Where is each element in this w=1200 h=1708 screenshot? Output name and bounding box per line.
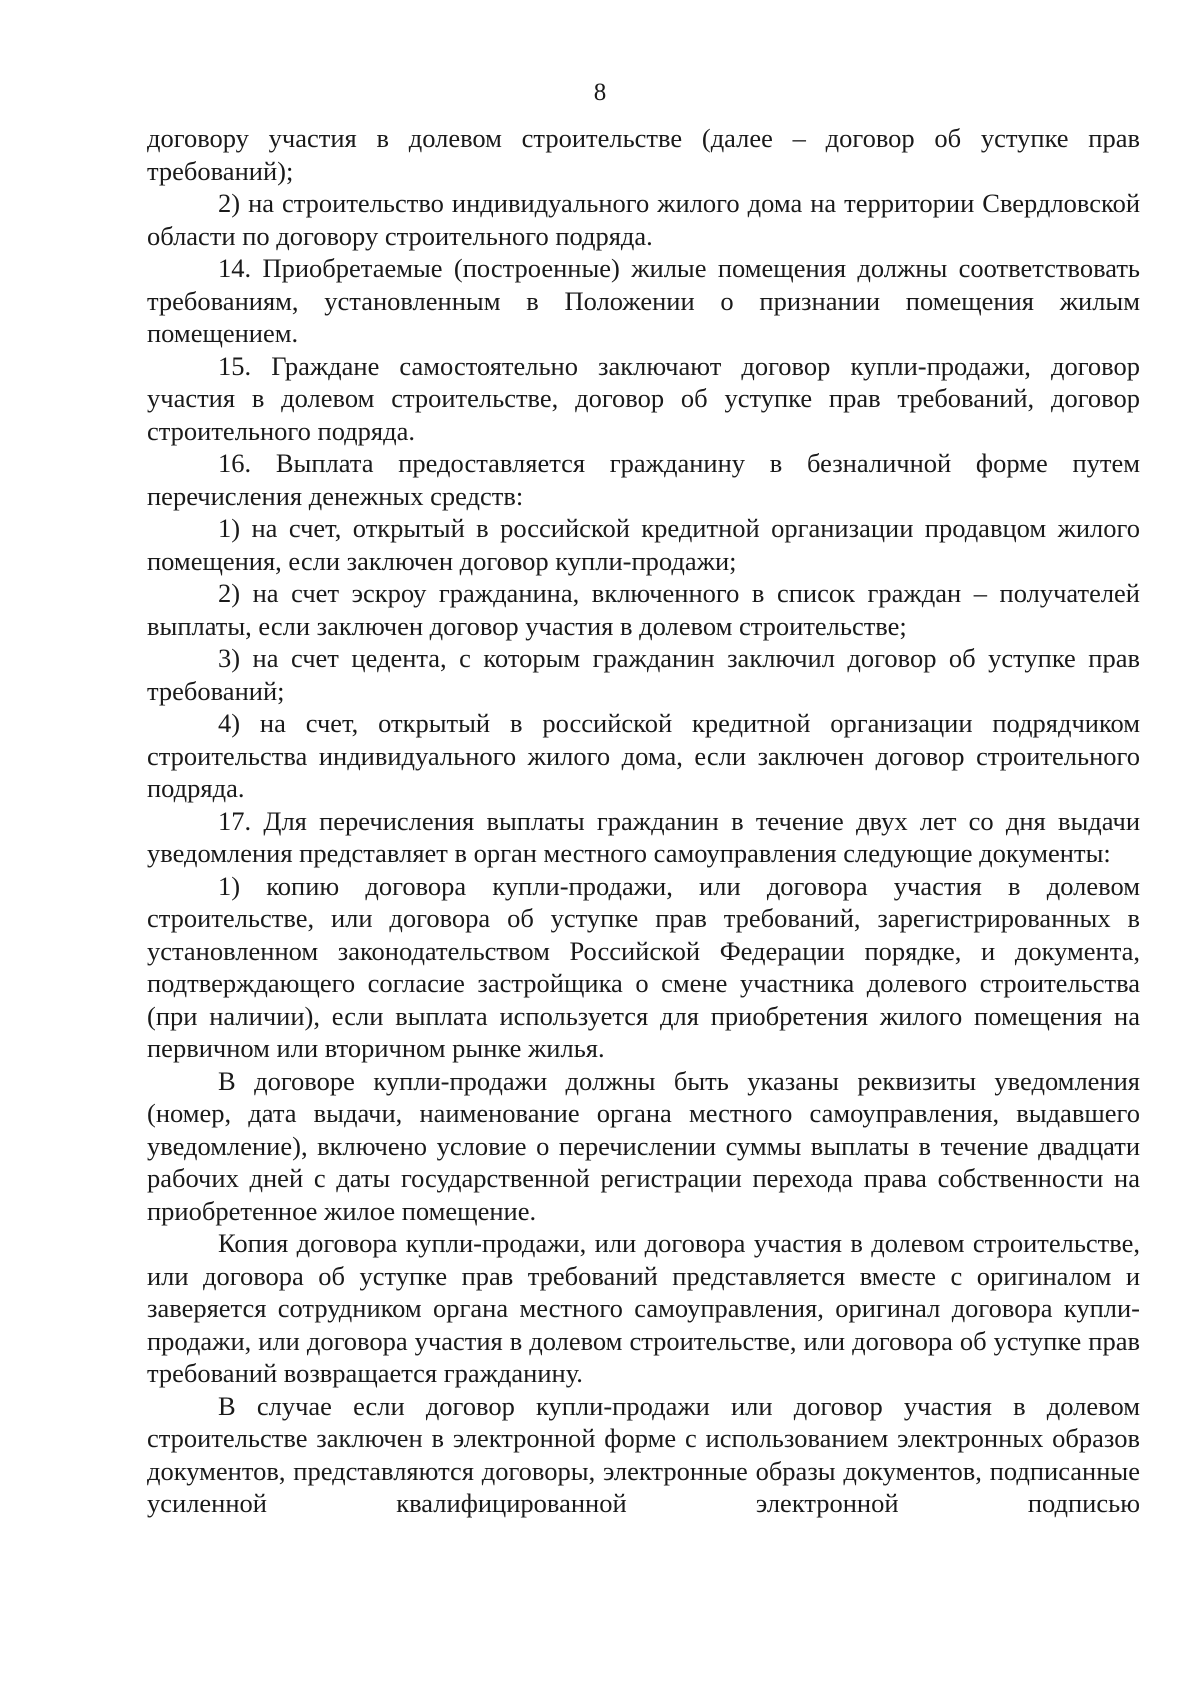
- paragraph-3: 14. Приобретаемые (построенные) жилые помещения должны соответствовать требованиям, установленным в Положении о признании помещения жилым помещением.: [147, 253, 1140, 348]
- paragraph-6: 1) на счет, открытый в российской кредитной организации продавцом жилого помещения, если заключен договор купли-продажи;: [147, 513, 1140, 576]
- paragraph-10: 17. Для перечисления выплаты гражданин в течение двух лет со дня выдачи уведомления представляет в орган местного самоуправления следующие документы:: [147, 805, 1140, 868]
- paragraph-4: 15. Граждане самостоятельно заключают договор купли-продажи, договор участия в долевом строительстве, договор об уступке прав требований, договор строительного подряда.: [147, 350, 1140, 446]
- document-body: [147, 122, 1140, 1520]
- paragraph-12: В договоре купли-продажи должны быть указаны реквизиты уведомления (номер, дата выдачи, наименование органа местного самоуправления, выдавшего уведомление), включено условие о перечислении суммы выплаты в течение двадцати рабочих дней с даты государственной регистрации перехода права собственности на приобретенное жилое помещение.: [147, 1065, 1140, 1226]
- page-number: 8: [593, 79, 607, 106]
- paragraph-14: В случае если договор купли-продажи или договор участия в долевом строительстве заключен в электронной форме с использованием электронных образов документов, представляются договоры, электронные образы документов, подписанные усиленной квалифицированной электронной подписью: [147, 1390, 1140, 1518]
- paragraph-7: 2) на счет эскроу гражданина, включенного в список граждан – получателей выплаты, если заключен договор участия в долевом строительстве;: [147, 578, 1140, 641]
- paragraph-2: 2) на строительство индивидуального жилого дома на территории Свердловской области по договору строительного подряда.: [147, 188, 1140, 251]
- paragraph-8: 3) на счет цедента, с которым гражданин заключил договор об уступке прав требований;: [147, 643, 1140, 706]
- paragraph-11: 1) копию договора купли-продажи, или договора участия в долевом строительстве, или договора об уступке прав требований, зарегистрированных в установленном законодательством Российской Федерации порядке, и документа, подтверждающего согласие застройщика о смене участника долевого строительства (при наличии), если выплата используется для приобретения жилого помещения на первичном или вторичном рынке жилья.: [147, 870, 1140, 1063]
- paragraph-5: 16. Выплата предоставляется гражданину в безналичной форме путем перечисления денежных средств:: [147, 448, 1140, 511]
- paragraph-1: договору участия в долевом строительстве (далее – договор об уступке прав требований);: [147, 123, 1140, 186]
- paragraph-9: 4) на счет, открытый в российской кредитной организации подрядчиком строительства индивидуального жилого дома, если заключен договор строительного подряда.: [147, 708, 1140, 803]
- paragraph-13: Копия договора купли-продажи, или договора участия в долевом строительстве, или договора об уступке прав требований представляется вместе с оригиналом и заверяется сотрудником органа местного самоуправления, оригинал договора купли-продажи, или договора участия в долевом строительстве, или договора об уступке прав требований возвращается гражданину.: [147, 1228, 1140, 1388]
